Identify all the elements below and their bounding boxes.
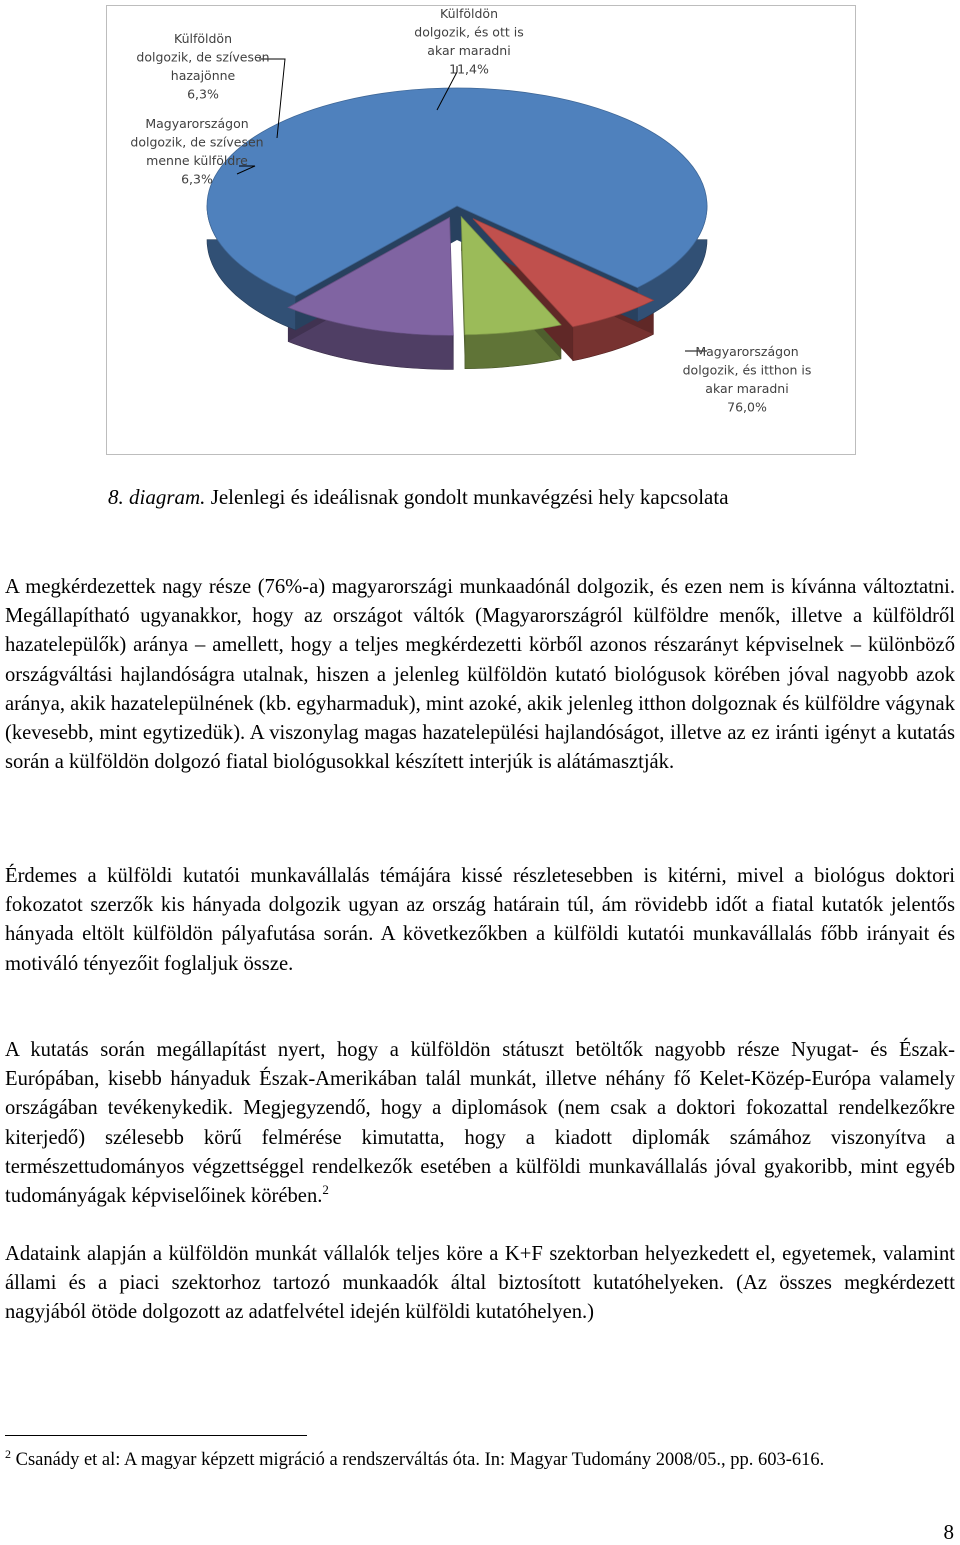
pie-label-2: Külföldön dolgozik, de szívesen hazajönne 6,3% xyxy=(136,31,270,102)
footnote-number: 2 xyxy=(5,1446,11,1461)
paragraph-3 xyxy=(5,1036,955,1211)
pie-chart-svg xyxy=(107,6,855,454)
paragraph-3-text: A kutatás során megállapítást nyert, hogy a külföldön státuszt betöltők nagyobb része Nyugat- és Észak-Európában, kisebb hányaduk Észak-Amerikában talál munkát, illetve néhány fő Kelet-Közép-Európa valamely országában tevékenykedik. Megjegyzendő, hogy a diplomások (nem csak a doktori fokozattal rendelkezőkre kiterjedő) szélesebb körű felmérése kimutatta, hogy a kiadott diplomák számához viszonyítva a természettudományos végzettséggel rendelkezők esetében a külföldi munkavállalás jóval gyakoribb, mint egyéb tudományágak képviselőinek körében. xyxy=(5,1039,955,1208)
pie-label-3: Külföldön dolgozik, és ott is akar maradni 11,4% xyxy=(414,6,524,77)
pie-chart xyxy=(106,5,856,455)
footnote xyxy=(5,1448,824,1472)
footnote-text: Csanády et al: A magyar képzett migráció a rendszerváltás óta. In: Magyar Tudomány 2008/05., pp. 603-616. xyxy=(11,1450,825,1470)
page-number: 8 xyxy=(943,1520,954,1544)
figure-caption xyxy=(108,485,729,510)
caption-text: Jelenlegi és ideálisnak gondolt munkavégzési hely kapcsolata xyxy=(205,485,729,509)
footnote-divider xyxy=(5,1435,307,1436)
pie-label-1: Magyarországon dolgozik, de szívesen menne külföldre 6,3% xyxy=(130,116,264,187)
paragraph-4: Adataink alapján a külföldön munkát vállalók teljes köre a K+F szektorban helyezkedett el, egyetemek, valamint állami és a piaci szektorhoz tartozó munkaadók által biztosított kutatóhelyeken. (Az összes megkérdezett nagyjából ötöde dolgozott az adatfelvétel idején külföldi kutatóhelyen.) xyxy=(5,1243,955,1324)
pie-slice-0 xyxy=(207,88,707,296)
paragraph-1: A megkérdezettek nagy része (76%-a) magyarországi munkaadónál dolgozik, és ezen nem is kívánna változtatni. Megállapítható ugyanakkor, hogy az országot váltók (Magyarországról külföldre menők, illetve a külföldről hazatelepülők) aránya – amellett, hogy a teljes megkérdezetti körből azonos részarányt képviselnek – különböző országváltási hajlandóságra utalnak, hiszen a jelenleg külföldön kutató biológusok körében jóval nagyobb azok aránya, akik hazatelepülnének (kb. egyharmaduk), mint azoké, akik jelenleg itthon dolgoznak és külföldre vágynak (kevesebb, mint egytizedük). A viszonylag magas hazatelepülési hajlandóságot, illetve az ez iránti igényt a kutatás során a külföldön dolgozó fiatal biológusokkal készített interjúk is alátámasztják. xyxy=(5,576,955,774)
footnote-reference[interactable]: 2 xyxy=(322,1182,329,1198)
caption-number: 8. diagram. xyxy=(108,485,206,509)
paragraph-2: Érdemes a külföldi kutatói munkavállalás témájára kissé részletesebben is kitérni, mivel a biológus doktori fokozatot szerzők kis hányada dolgozik ugyan az ország határain túl, ám rövidebb időt a fiatal kutatók jelentős hányada eltölt külföldön pályafutása során. A következőkben a külföldi kutatói munkavállalás főbb irányait és motiváló tényezőit foglaljuk össze. xyxy=(5,865,955,975)
pie-label-0: Magyarországon dolgozik, és itthon is akar maradni 76,0% xyxy=(682,344,812,415)
